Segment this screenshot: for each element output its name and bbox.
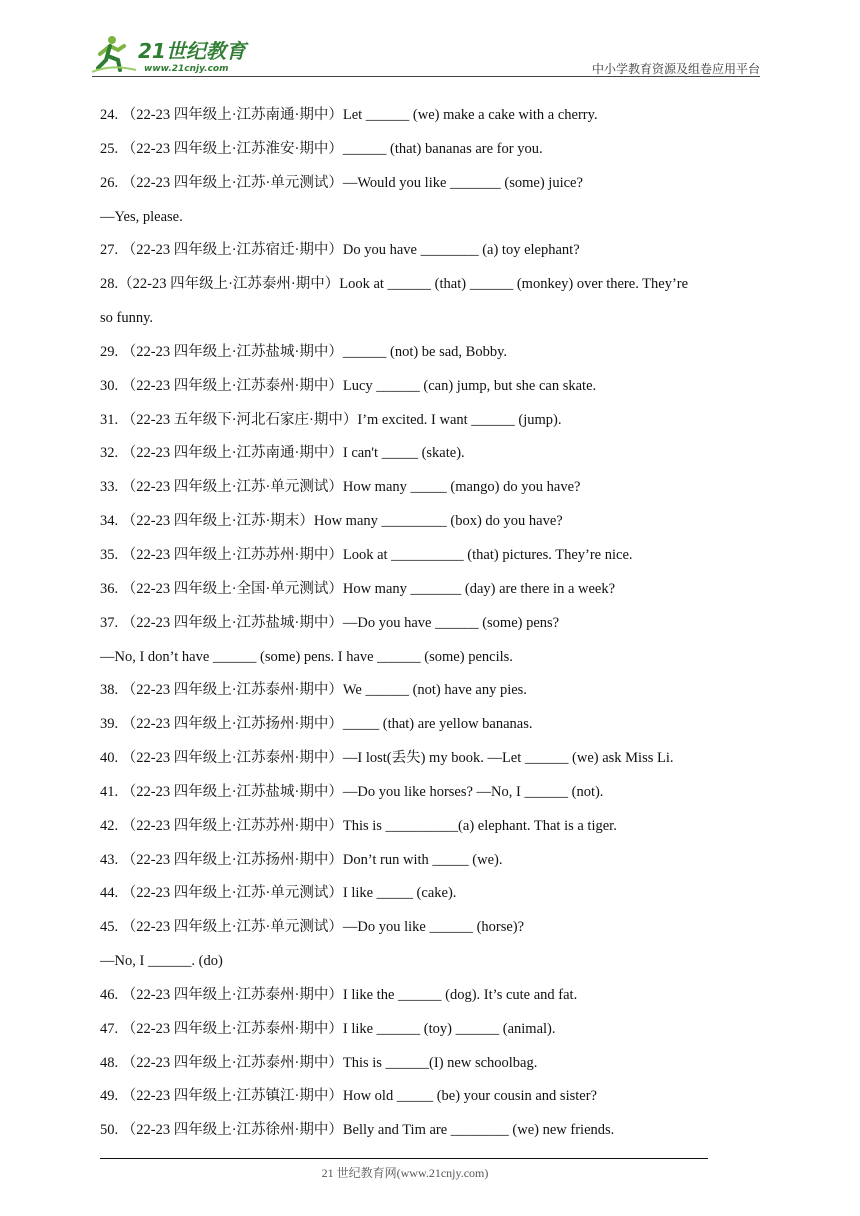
exercise-line: 41. （22-23 四年级上·江苏盐城·期中）—Do you like horses? —No, I ______ (not). [100,783,604,800]
exercise-line: 47. （22-23 四年级上·江苏泰州·期中）I like ______ (toy) ______ (animal). [100,1020,556,1037]
platform-name: 中小学教育资源及组卷应用平台 [591,62,760,76]
svg-text:21世纪教育: 21世纪教育 [138,39,246,63]
exercise-line: 39. （22-23 四年级上·江苏扬州·期中）_____ (that) are yellow bananas. [100,716,533,733]
exercise-line: 33. （22-23 四年级上·江苏·单元测试）How many _____ (mango) do you have? [100,479,581,496]
exercise-list [100,99,768,1148]
exercise-line: 31. （22-23 五年级下·河北石家庄·期中）I’m excited. I want ______ (jump). [100,411,562,428]
footer-divider [100,1158,708,1159]
exercise-line: —No, I ______. (do) [100,953,223,970]
exercise-line: 32. （22-23 四年级上·江苏南通·期中）I can't _____ (skate). [100,445,465,462]
page-header [92,30,760,80]
exercise-line: 44. （22-23 四年级上·江苏·单元测试）I like _____ (cake). [100,885,457,902]
page-footer: 21 世纪教育网(www.21cnjy.com) [321,1166,489,1180]
exercise-line: 26. （22-23 四年级上·江苏·单元测试）—Would you like _______ (some) juice? [100,174,583,191]
exercise-line: 29. （22-23 四年级上·江苏盐城·期中）______ (not) be sad, Bobby. [100,343,508,360]
exercise-line: 40. （22-23 四年级上·江苏泰州·期中）—I lost(丢失) my book. —Let ______ (we) ask Miss Li. [100,750,674,767]
exercise-line: 38. （22-23 四年级上·江苏泰州·期中）We ______ (not) have any pies. [100,682,527,699]
exercise-line: 30. （22-23 四年级上·江苏泰州·期中）Lucy ______ (can) jump, but she can skate. [100,377,597,394]
exercise-line: 27. （22-23 四年级上·江苏宿迁·期中）Do you have ________ (a) toy elephant? [100,242,580,259]
exercise-line: 46. （22-23 四年级上·江苏泰州·期中）I like the ______ (dog). It’s cute and fat. [100,986,578,1003]
exercise-line: 24. （22-23 四年级上·江苏南通·期中）Let ______ (we) make a cake with a cherry. [100,107,598,123]
exercise-line: 25. （22-23 四年级上·江苏淮安·期中）______ (that) bananas are for you. [100,140,543,157]
exercise-line: 37. （22-23 四年级上·江苏盐城·期中）—Do you have ______ (some) pens? [100,614,560,631]
exercise-line: 48. （22-23 四年级上·江苏泰州·期中）This is ______(I) new schoolbag. [100,1054,538,1071]
exercise-line: —Yes, please. [100,208,183,225]
site-logo [92,34,262,74]
exercise-line: 35. （22-23 四年级上·江苏苏州·期中）Look at __________ (that) pictures. They’re nice. [100,546,633,563]
exercise-line: 34. （22-23 四年级上·江苏·期末）How many _________ (box) do you have? [100,513,563,530]
svg-text:www.21cnjy.com: www.21cnjy.com [144,64,229,74]
exercise-line: so funny. [100,310,154,327]
exercise-line: 49. （22-23 四年级上·江苏镇江·期中）How old _____ (be) your cousin and sister? [100,1088,597,1105]
exercise-line: 43. （22-23 四年级上·江苏扬州·期中）Don’t run with _____ (we). [100,851,503,868]
exercise-line: —No, I don’t have ______ (some) pens. I have ______ (some) pencils. [100,648,513,665]
exercise-line: 42. （22-23 四年级上·江苏苏州·期中）This is __________(a) elephant. That is a tiger. [100,817,617,834]
exercise-line: 45. （22-23 四年级上·江苏·单元测试）—Do you like ______ (horse)? [100,919,525,936]
exercise-line: 50. （22-23 四年级上·江苏徐州·期中）Belly and Tim are ________ (we) new friends. [100,1122,615,1139]
header-divider [92,76,760,77]
exercise-line: 36. （22-23 四年级上·全国·单元测试）How many _______ (day) are there in a week? [100,580,616,597]
exercise-line: 28.（22-23 四年级上·江苏泰州·期中）Look at ______ (that) ______ (monkey) over there. They’re [100,276,689,293]
